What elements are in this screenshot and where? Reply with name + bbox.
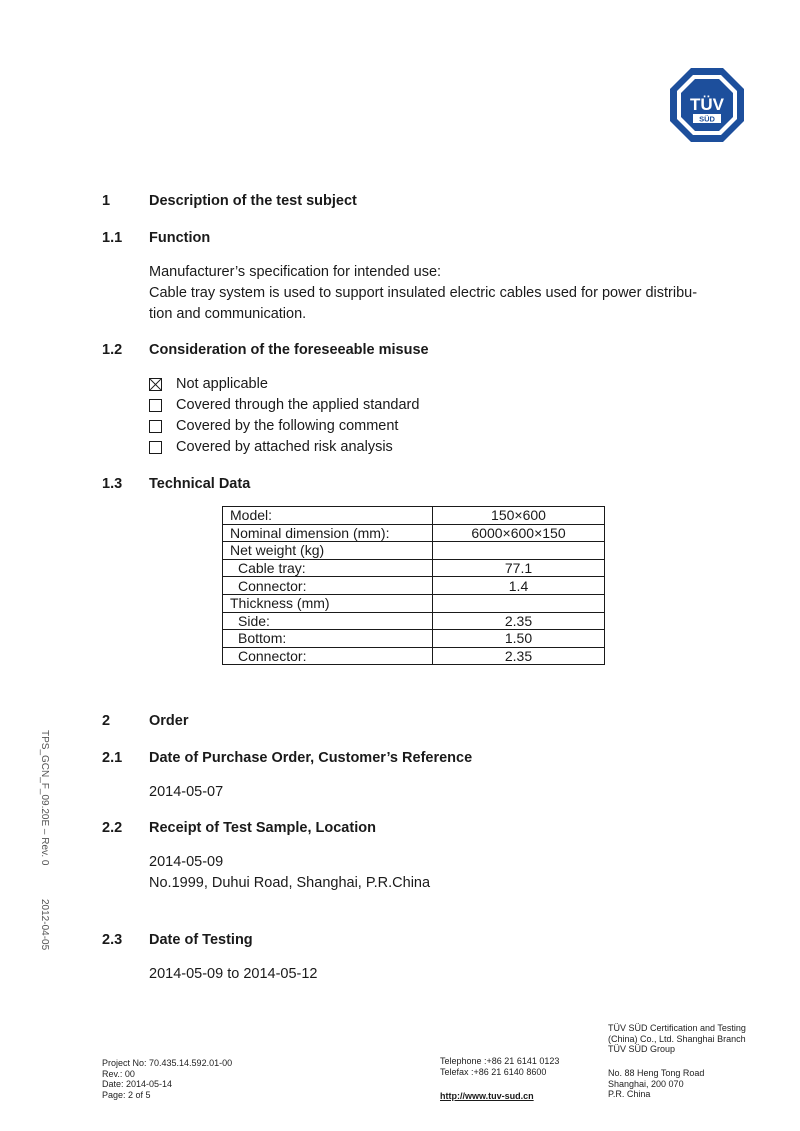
section-1-2-title: Consideration of the foreseeable misuse <box>149 342 429 358</box>
table-cell-label: Side: <box>223 612 433 630</box>
company-line: (China) Co., Ltd. Shanghai Branch <box>608 1033 746 1044</box>
misuse-option-following-comment[interactable] <box>149 417 398 435</box>
section-2-3-number: 2.3 <box>102 932 123 948</box>
misuse-option-not-applicable[interactable] <box>149 375 268 393</box>
company-line: TÜV SÜD Group <box>608 1044 676 1054</box>
checkbox-checked-icon[interactable] <box>149 378 162 391</box>
table-cell-value <box>433 594 605 612</box>
misuse-option-label: Covered through the applied standard <box>176 397 420 413</box>
function-line-3: tion and communication. <box>149 306 307 322</box>
section-2-title: Order <box>149 713 189 729</box>
table-cell-value: 1.50 <box>433 630 605 648</box>
section-1-1-number: 1.1 <box>102 230 123 246</box>
section-1-1-title: Function <box>149 230 211 246</box>
side-margin-form-id <box>36 730 50 960</box>
tuv-sud-logo <box>668 66 746 144</box>
table-cell-label: Connector: <box>223 647 433 665</box>
section-1-3-title: Technical Data <box>149 476 251 492</box>
section-2-1-title: Date of Purchase Order, Customer’s Reference <box>149 750 473 766</box>
misuse-option-label: Covered by attached risk analysis <box>176 439 393 455</box>
table-cell-value: 6000×600×150 <box>433 524 605 542</box>
table-cell-label: Thickness (mm) <box>223 594 433 612</box>
footer-telephone: Telephone :+86 21 6141 0123 <box>440 1056 560 1066</box>
misuse-option-label: Not applicable <box>176 376 268 392</box>
table-row <box>223 507 605 525</box>
table-cell-label: Bottom: <box>223 630 433 648</box>
misuse-option-applied-standard[interactable] <box>149 396 419 414</box>
table-cell-label: Connector: <box>223 577 433 595</box>
table-cell-value: 1.4 <box>433 577 605 595</box>
table-row <box>223 559 605 577</box>
table-cell-label: Nominal dimension (mm): <box>223 524 433 542</box>
testing-dates: 2014-05-09 to 2014-05-12 <box>149 966 318 982</box>
section-2-3-title: Date of Testing <box>149 932 253 948</box>
table-row <box>223 647 605 665</box>
footer-telefax: Telefax :+86 21 6140 8600 <box>440 1066 547 1077</box>
footer-project-number: Project No: 70.435.14.592.01-00 <box>102 1058 233 1068</box>
table-row <box>223 630 605 648</box>
receipt-date: 2014-05-09 <box>149 854 224 870</box>
table-row <box>223 524 605 542</box>
table-row <box>223 542 605 560</box>
footer-website <box>440 1091 534 1102</box>
section-1-2-number: 1.2 <box>102 342 123 358</box>
section-2-1-number: 2.1 <box>102 750 123 766</box>
address-line: Shanghai, 200 070 <box>608 1078 684 1089</box>
footer-address <box>608 1068 704 1100</box>
logo-text-sud: SÜD <box>699 114 715 124</box>
form-date: 2012-04-05 <box>39 899 50 951</box>
footer-revision: Rev.: 00 <box>102 1068 135 1079</box>
misuse-option-label: Covered by the following comment <box>176 418 399 434</box>
checkbox-empty-icon[interactable] <box>149 399 162 412</box>
technical-data-table <box>222 506 605 665</box>
receipt-location: No.1999, Duhui Road, Shanghai, P.R.China <box>149 875 431 891</box>
company-line: TÜV SÜD Certification and Testing <box>608 1023 746 1033</box>
section-2-2-title: Receipt of Test Sample, Location <box>149 820 376 836</box>
table-row <box>223 612 605 630</box>
table-cell-value: 2.35 <box>433 612 605 630</box>
section-1-number: 1 <box>102 193 111 209</box>
misuse-option-risk-analysis[interactable] <box>149 438 393 456</box>
table-cell-value <box>433 542 605 560</box>
table-cell-label: Model: <box>223 507 433 525</box>
purchase-order-date: 2014-05-07 <box>149 784 224 800</box>
footer-page: Page: 2 of 5 <box>102 1089 151 1100</box>
section-2-2-number: 2.2 <box>102 820 123 836</box>
section-1-3-number: 1.3 <box>102 476 123 492</box>
logo-text-tuv: TÜV <box>690 95 724 114</box>
checkbox-empty-icon[interactable] <box>149 441 162 454</box>
table-row <box>223 594 605 612</box>
table-cell-value: 150×600 <box>433 507 605 525</box>
table-cell-value: 77.1 <box>433 559 605 577</box>
footer-date: Date: 2014-05-14 <box>102 1079 173 1089</box>
footer-company <box>608 1023 746 1055</box>
footer-contact <box>440 1056 559 1077</box>
table-cell-label: Cable tray: <box>223 559 433 577</box>
section-1-title: Description of the test subject <box>149 193 357 209</box>
address-line: P.R. China <box>608 1089 651 1099</box>
checkbox-empty-icon[interactable] <box>149 420 162 433</box>
address-line: No. 88 Heng Tong Road <box>608 1068 705 1078</box>
function-line-2: Cable tray system is used to support insulated electric cables used for power distribu- <box>149 285 698 301</box>
footer-project-info <box>102 1058 232 1100</box>
table-cell-value: 2.35 <box>433 647 605 665</box>
form-id: TPS_GCN_F_09.20E – Rev. 0 <box>39 730 50 866</box>
section-2-number: 2 <box>102 713 111 729</box>
table-cell-label: Net weight (kg) <box>223 542 433 560</box>
website-link[interactable]: http://www.tuv-sud.cn <box>440 1091 534 1101</box>
function-line-1: Manufacturer’s specification for intended use: <box>149 264 442 280</box>
table-row <box>223 577 605 595</box>
